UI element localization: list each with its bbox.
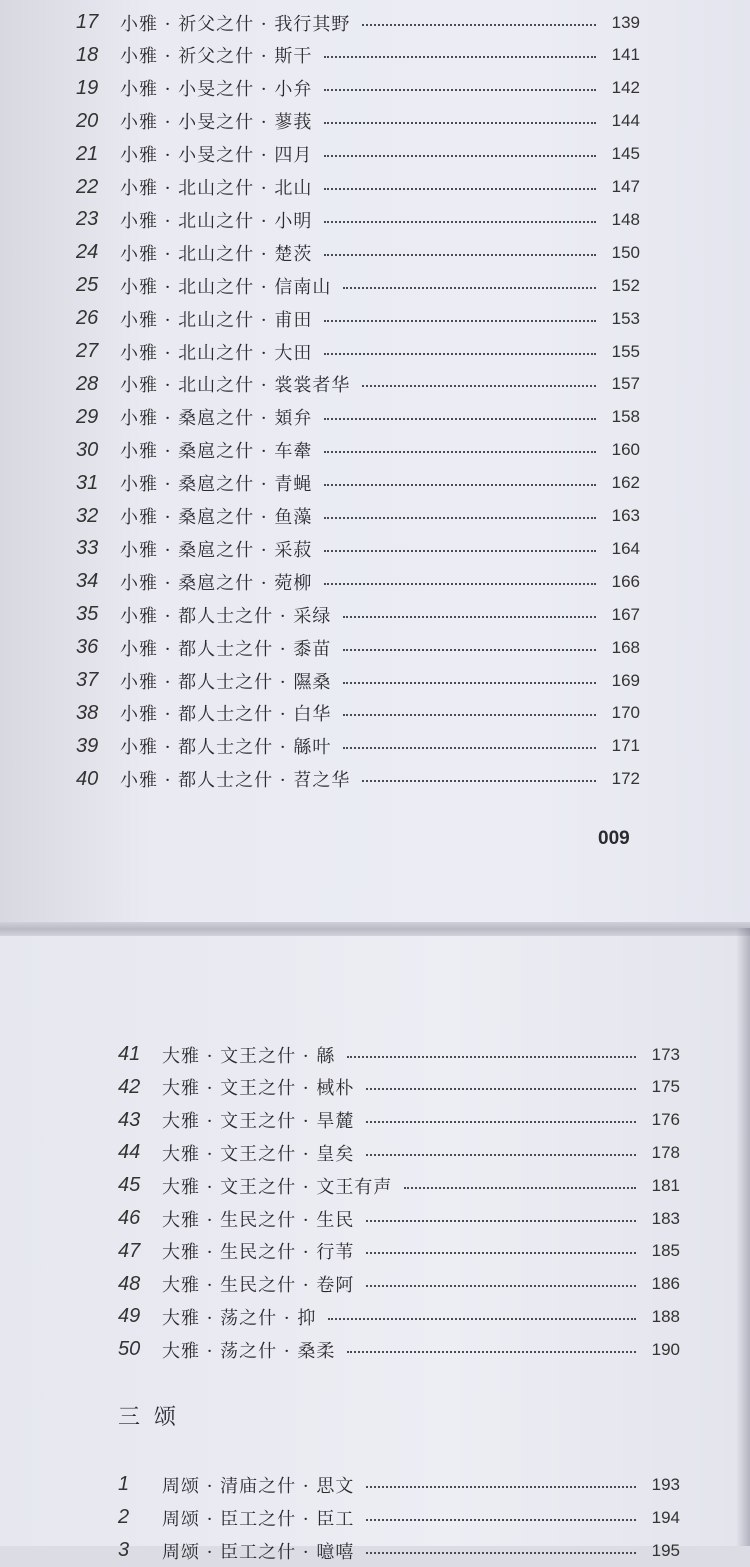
entry-page-number: 173 [651, 1044, 680, 1064]
toc-entry[interactable] [76, 532, 640, 565]
toc-entry[interactable] [118, 1468, 680, 1501]
dot-leader [347, 1056, 636, 1058]
entry-title: 小雅 · 都人士之什 · 苕之华 [120, 770, 351, 792]
toc-entry[interactable] [118, 1268, 680, 1301]
entry-page-number: 141 [611, 45, 640, 65]
entry-number: 35 [76, 603, 99, 626]
entry-page-number: 139 [611, 12, 640, 32]
entry-number: 39 [76, 734, 99, 757]
entry-title: 小雅 · 祈父之什 · 我行其野 [120, 13, 351, 35]
entry-number: 42 [118, 1075, 141, 1098]
entry-number: 22 [76, 175, 99, 198]
dot-leader [324, 517, 596, 519]
entry-title: 小雅 · 桑扈之什 · 车舝 [120, 441, 313, 463]
toc-entry[interactable] [76, 730, 640, 763]
entry-number: 2 [118, 1506, 130, 1528]
toc-entry[interactable] [76, 39, 640, 72]
entry-page-number: 145 [611, 144, 640, 164]
dot-leader [324, 122, 596, 124]
entry-title: 大雅 · 生民之什 · 行苇 [162, 1242, 355, 1264]
dot-leader [366, 1285, 636, 1287]
entry-number: 21 [76, 142, 99, 165]
entry-page-number: 150 [611, 242, 640, 262]
entry-title: 小雅 · 小旻之什 · 四月 [120, 145, 313, 167]
toc-entry[interactable] [76, 6, 640, 39]
dot-leader [343, 747, 596, 749]
entry-number: 19 [76, 76, 99, 99]
toc-entry[interactable] [76, 401, 640, 434]
entry-title: 小雅 · 北山之什 · 小明 [120, 210, 313, 232]
toc-entry[interactable] [76, 467, 640, 500]
dot-leader [366, 1486, 636, 1488]
entry-title: 小雅 · 祈父之什 · 斯干 [120, 46, 313, 68]
entry-number: 46 [118, 1207, 141, 1229]
entry-page-number: 147 [611, 177, 640, 196]
entry-number: 28 [76, 372, 99, 395]
dot-leader [347, 1351, 636, 1353]
section-heading [118, 1400, 190, 1431]
toc-entry[interactable] [76, 72, 640, 105]
dot-leader [362, 385, 596, 387]
entry-number: 26 [76, 307, 99, 330]
page-edge-shadow [736, 928, 750, 1546]
dot-leader [324, 89, 596, 91]
entry-title: 小雅 · 北山之什 · 甫田 [120, 309, 313, 331]
toc-entry[interactable] [76, 269, 640, 302]
entry-number: 17 [76, 11, 99, 33]
entry-number: 48 [118, 1272, 141, 1295]
toc-entry[interactable] [118, 1104, 680, 1137]
dot-leader [324, 155, 596, 157]
entry-title: 小雅 · 北山之什 · 楚茨 [120, 243, 313, 265]
entry-title: 周颂 · 清庙之什 · 思文 [162, 1475, 355, 1497]
toc-entry[interactable] [76, 105, 640, 138]
entry-page-number: 193 [651, 1474, 680, 1494]
dot-leader [343, 649, 596, 651]
dot-leader [324, 550, 596, 552]
entry-page-number: 195 [651, 1540, 680, 1560]
dot-leader [366, 1252, 636, 1254]
entry-page-number: 185 [651, 1241, 680, 1261]
entry-title: 小雅 · 北山之什 · 裳裳者华 [120, 375, 351, 397]
toc-entry[interactable] [76, 500, 640, 533]
toc-entry[interactable] [118, 1071, 680, 1104]
entry-number: 45 [118, 1174, 141, 1197]
dot-leader [366, 1552, 636, 1554]
entry-page-number: 148 [611, 209, 640, 229]
entry-page-number: 168 [611, 637, 640, 657]
entry-page-number: 163 [611, 506, 640, 525]
entry-number: 25 [76, 274, 99, 297]
toc-entry[interactable] [118, 1333, 680, 1366]
entry-page-number: 157 [611, 374, 640, 394]
entry-title: 小雅 · 都人士之什 · 采绿 [120, 605, 332, 627]
entry-number: 18 [76, 43, 99, 66]
entry-title: 大雅 · 荡之什 · 抑 [162, 1307, 317, 1329]
entry-page-number: 181 [651, 1175, 680, 1195]
entry-title: 大雅 · 生民之什 · 生民 [162, 1209, 355, 1231]
toc-entry[interactable] [118, 1300, 680, 1333]
toc-entry[interactable] [118, 1136, 680, 1169]
entry-number: 49 [118, 1305, 141, 1328]
entry-number: 20 [76, 109, 99, 132]
entry-title: 小雅 · 都人士之什 · 緜叶 [120, 737, 332, 759]
entry-page-number: 158 [611, 407, 640, 427]
entry-page-number: 167 [611, 604, 640, 624]
toc-entry[interactable] [76, 335, 640, 368]
entry-number: 41 [118, 1043, 141, 1065]
dot-leader [343, 682, 596, 684]
dot-leader [324, 451, 596, 453]
entry-title: 小雅 · 都人士之什 · 白华 [120, 704, 332, 726]
dot-leader [324, 221, 596, 223]
entry-title: 小雅 · 桑扈之什 · 菀柳 [120, 572, 313, 594]
entry-title: 小雅 · 桑扈之什 · 青蝇 [120, 474, 313, 496]
toc-entry[interactable] [76, 565, 640, 598]
toc-entry[interactable] [76, 697, 640, 730]
entry-title: 大雅 · 文王之什 · 棫朴 [162, 1078, 355, 1100]
entry-number: 3 [118, 1539, 130, 1561]
entry-page-number: 144 [611, 111, 640, 131]
entry-number: 36 [76, 636, 99, 659]
entry-page-number: 142 [611, 78, 640, 98]
dot-leader [366, 1519, 636, 1521]
entry-page-number: 166 [611, 571, 640, 591]
entry-title: 小雅 · 小旻之什 · 小弁 [120, 79, 313, 101]
entry-number: 32 [76, 504, 99, 527]
entry-number: 37 [76, 669, 99, 691]
dot-leader [362, 780, 596, 782]
dot-leader [324, 56, 596, 58]
entry-number: 34 [76, 570, 99, 593]
entry-title: 小雅 · 北山之什 · 大田 [120, 342, 313, 364]
entry-title: 大雅 · 荡之什 · 桑柔 [162, 1340, 336, 1362]
entry-page-number: 186 [651, 1274, 680, 1294]
dot-leader [366, 1121, 636, 1123]
entry-number: 23 [76, 208, 99, 231]
entry-page-number: 153 [611, 308, 640, 328]
entry-title: 小雅 · 北山之什 · 信南山 [120, 276, 332, 298]
entry-number: 29 [76, 405, 99, 428]
entry-number: 30 [76, 438, 99, 461]
page-folio: 009 [598, 828, 630, 849]
entry-title: 大雅 · 文王之什 · 旱麓 [162, 1111, 355, 1133]
dot-leader [324, 353, 596, 355]
entry-title: 小雅 · 桑扈之什 · 頍弁 [120, 408, 313, 430]
toc-entry[interactable] [76, 171, 640, 204]
entry-page-number: 169 [611, 670, 640, 690]
entry-number: 27 [76, 340, 99, 362]
toc-entry[interactable] [76, 138, 640, 171]
dot-leader [366, 1154, 636, 1156]
entry-title: 大雅 · 生民之什 · 卷阿 [162, 1275, 355, 1297]
entry-page-number: 172 [611, 769, 640, 789]
toc-entry[interactable] [118, 1534, 680, 1567]
entry-number: 24 [76, 241, 99, 264]
toc-entry[interactable] [76, 368, 640, 401]
dot-leader [343, 616, 596, 618]
toc-entry[interactable] [76, 763, 640, 796]
toc-entry[interactable] [76, 203, 640, 236]
entry-number: 31 [76, 471, 99, 494]
dot-leader [328, 1318, 636, 1320]
entry-number: 44 [118, 1141, 141, 1164]
entry-page-number: 152 [611, 275, 640, 295]
section-name: 颂 [154, 1405, 191, 1430]
toc-entry[interactable] [76, 434, 640, 467]
entry-number: 47 [118, 1239, 141, 1262]
entry-title: 小雅 · 小旻之什 · 蓼莪 [120, 112, 313, 134]
entry-number: 40 [76, 767, 99, 790]
dot-leader [324, 418, 596, 420]
dot-leader [404, 1187, 636, 1189]
entry-page-number: 176 [651, 1110, 680, 1130]
entry-page-number: 178 [651, 1142, 680, 1162]
entry-page-number: 183 [651, 1208, 680, 1228]
dot-leader [366, 1220, 636, 1222]
entry-page-number: 194 [651, 1507, 680, 1527]
dot-leader [324, 188, 596, 190]
entry-title: 周颂 · 臣工之什 · 噫嘻 [162, 1541, 355, 1563]
entry-title: 大雅 · 文王之什 · 文王有声 [162, 1176, 393, 1198]
entry-page-number: 190 [651, 1339, 680, 1359]
toc-entry[interactable] [118, 1501, 680, 1534]
entry-number: 33 [76, 537, 99, 560]
toc-entry[interactable] [118, 1202, 680, 1235]
entry-page-number: 170 [611, 703, 640, 723]
dot-leader [324, 484, 596, 486]
toc-entry[interactable] [76, 236, 640, 269]
entry-title: 小雅 · 桑扈之什 · 鱼藻 [120, 507, 313, 528]
entry-page-number: 175 [651, 1077, 680, 1097]
entry-number: 50 [118, 1338, 141, 1361]
entry-title: 小雅 · 都人士之什 · 黍苗 [120, 638, 332, 660]
toc-entry[interactable] [118, 1235, 680, 1268]
entry-number: 43 [118, 1108, 141, 1131]
entry-title: 小雅 · 北山之什 · 北山 [120, 178, 313, 199]
entry-title: 小雅 · 桑扈之什 · 采菽 [120, 539, 313, 561]
dot-leader [362, 24, 596, 26]
dot-leader [366, 1088, 636, 1090]
entry-title: 大雅 · 文王之什 · 皇矣 [162, 1143, 355, 1165]
dot-leader [324, 583, 596, 585]
entry-page-number: 155 [611, 341, 640, 361]
toc-entry[interactable] [76, 302, 640, 335]
toc-entry[interactable] [76, 664, 640, 697]
dot-leader [324, 320, 596, 322]
toc-entry[interactable] [118, 1038, 680, 1071]
dot-leader [324, 254, 596, 256]
toc-entry[interactable] [118, 1169, 680, 1202]
page-gap [0, 922, 750, 936]
section-number: 三 [118, 1405, 155, 1430]
entry-number: 38 [76, 701, 99, 724]
entry-title: 周颂 · 臣工之什 · 臣工 [162, 1508, 355, 1530]
entry-page-number: 188 [651, 1306, 680, 1326]
toc-entry[interactable] [76, 598, 640, 631]
toc-entry[interactable] [76, 631, 640, 664]
entry-number: 1 [118, 1473, 130, 1495]
dot-leader [343, 287, 596, 289]
entry-page-number: 162 [611, 473, 640, 493]
dot-leader [343, 714, 596, 716]
entry-page-number: 171 [611, 736, 640, 756]
entry-page-number: 160 [611, 440, 640, 460]
entry-page-number: 164 [611, 538, 640, 558]
entry-title: 小雅 · 都人士之什 · 隰桑 [120, 671, 332, 693]
entry-title: 大雅 · 文王之什 · 緜 [162, 1045, 336, 1067]
